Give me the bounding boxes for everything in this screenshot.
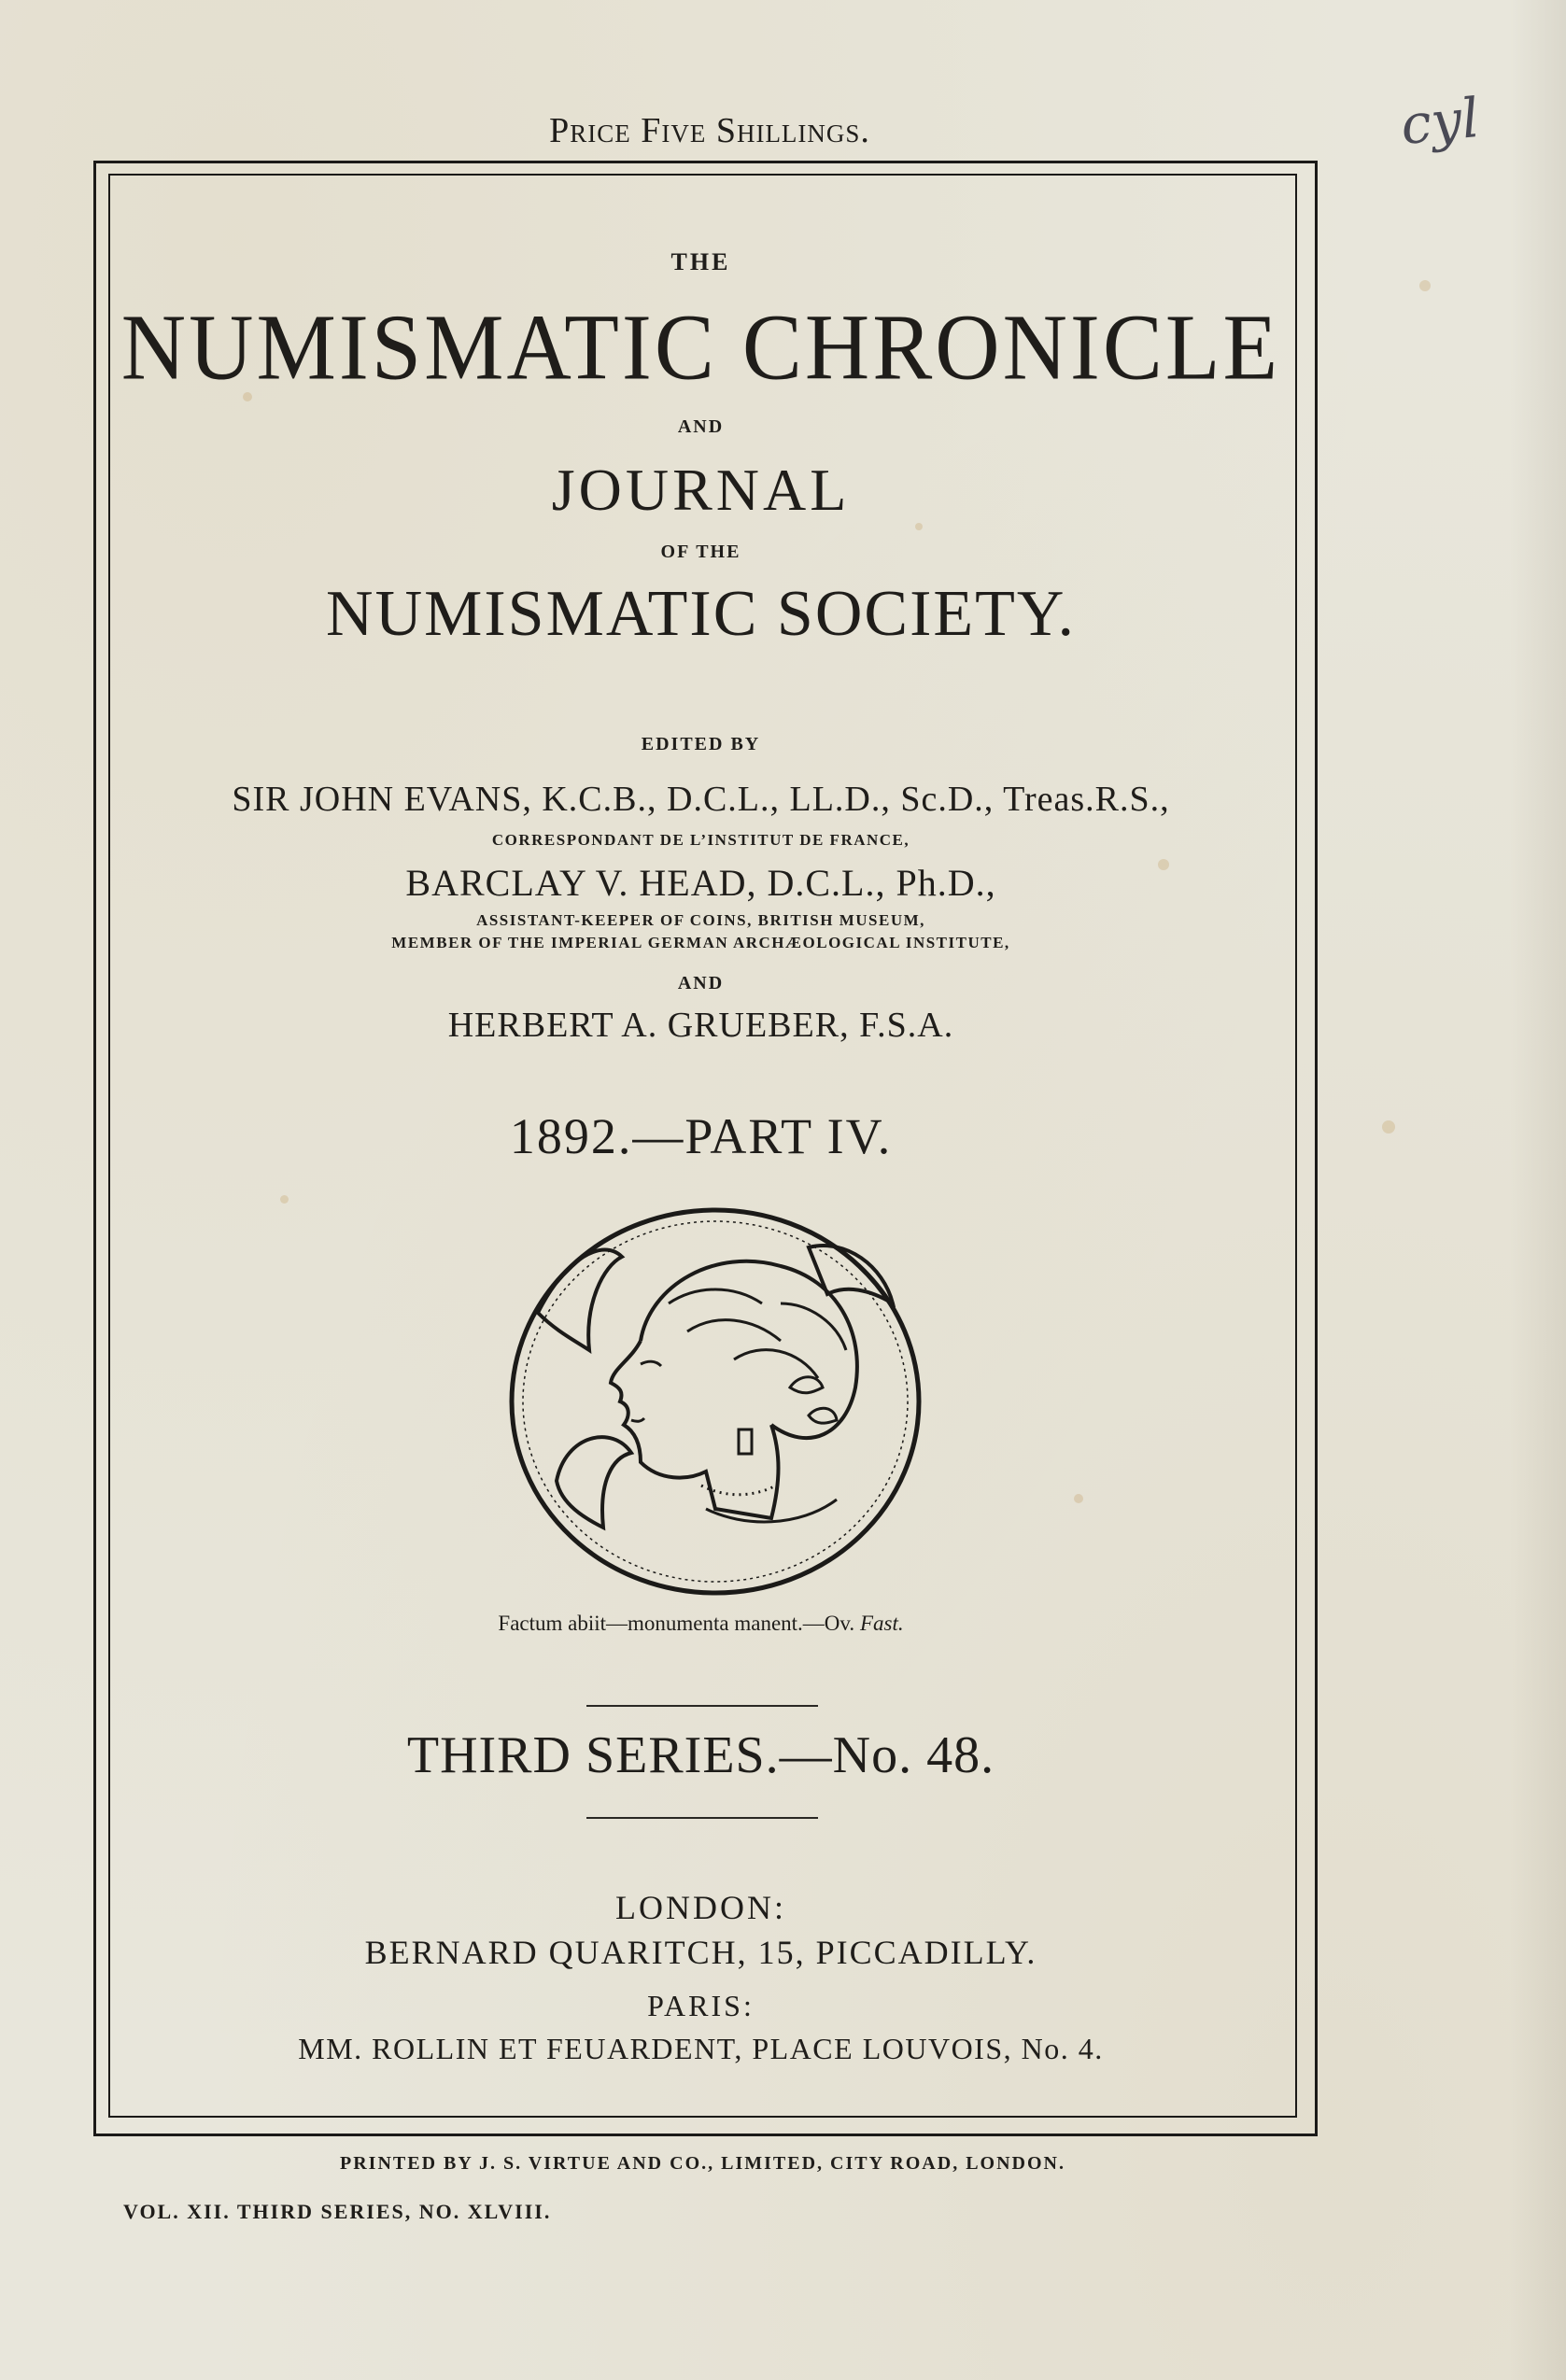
- edited-by-label: EDITED BY: [641, 734, 761, 754]
- editor-evans: SIR JOHN EVANS, K.C.B., D.C.L., LL.D., Sc.D., Treas.R.S.,: [232, 780, 1170, 819]
- motto-text: Factum abiit—monumenta manent.—Ov.: [498, 1612, 860, 1635]
- foxing-spot: [1382, 1120, 1395, 1134]
- foxing-spot: [1419, 280, 1431, 291]
- london-publisher: BERNARD QUARITCH, 15, PICCADILLY.: [364, 1934, 1037, 1971]
- title-block: [108, 174, 1293, 2114]
- page-edge-shadow: [1510, 0, 1566, 2380]
- paris-publisher: MM. ROLLIN ET FEUARDENT, PLACE LOUVOIS, No. 4.: [298, 2032, 1104, 2065]
- printer-line: PRINTED BY J. S. VIRTUE AND CO., LIMITED, CITY ROAD, LONDON.: [340, 2153, 1065, 2174]
- volume-line: VOL. XII. THIRD SERIES, NO. XLVIII.: [123, 2200, 552, 2223]
- price-line: Price Five Shillings.: [549, 111, 870, 150]
- handwritten-signature: cyl: [1397, 85, 1483, 158]
- title-society: NUMISMATIC SOCIETY.: [326, 578, 1076, 650]
- title-the: THE: [670, 248, 731, 275]
- title-journal: JOURNAL: [551, 457, 851, 523]
- page-title: NUMISMATIC CHRONICLE: [120, 294, 1281, 400]
- title-of-the: OF THE: [660, 542, 741, 562]
- editor-head: BARCLAY V. HEAD, D.C.L., Ph.D.,: [405, 862, 996, 904]
- editors-and: AND: [677, 973, 725, 993]
- editor-grueber: HERBERT A. GRUEBER, F.S.A.: [447, 1006, 954, 1045]
- editor-head-note-1: ASSISTANT-KEEPER OF COINS, BRITISH MUSEUM,: [476, 911, 925, 929]
- issue-part: 1892.—PART IV.: [509, 1108, 893, 1164]
- coin-illustration: [501, 1201, 930, 1602]
- series-number: THIRD SERIES.—No. 48.: [406, 1726, 995, 1784]
- title-and: AND: [677, 416, 725, 437]
- divider-top: [586, 1705, 818, 1707]
- editor-evans-note: CORRESPONDANT DE L’INSTITUT DE FRANCE,: [491, 831, 910, 849]
- editor-head-note-2: MEMBER OF THE IMPERIAL GERMAN ARCHÆOLOGICAL INSTITUTE,: [391, 934, 1010, 951]
- london-label: LONDON:: [615, 1889, 786, 1926]
- paris-label: PARIS:: [647, 1989, 755, 2022]
- divider-bottom: [586, 1817, 818, 1819]
- motto-italic: Fast.: [859, 1612, 904, 1635]
- latin-motto: [108, 1612, 1293, 1636]
